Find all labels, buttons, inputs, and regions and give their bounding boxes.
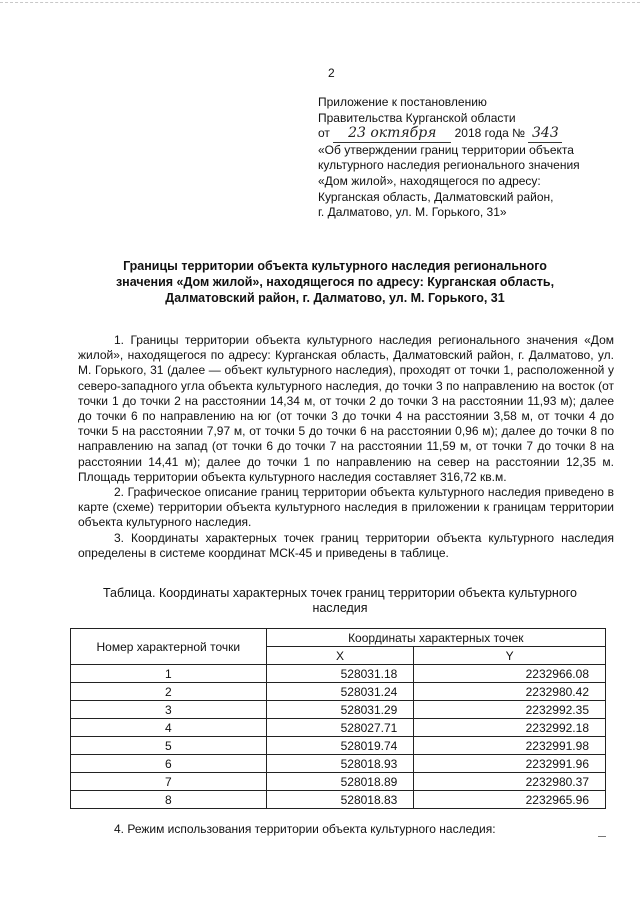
handwritten-number-field [528,126,562,143]
handwritten-date: 23 октября [348,125,437,142]
coord-x: 528031.24 [266,683,414,701]
coord-y: 2232980.37 [414,773,606,791]
point-number: 2 [71,683,267,701]
table-row [71,773,606,791]
table-row [71,719,606,737]
header-x: X [266,647,414,665]
coord-x: 528018.89 [266,773,414,791]
appendix-line-1: Приложение к постановлению [318,95,487,109]
appendix-title-line: культурного наследия регионального значения [318,158,580,173]
appendix-title-line: «Об утверждении границ территории объекта [318,142,574,157]
page-number: 2 [328,66,335,80]
heading-line: значения «Дом жилой», находящегося по адресу: Курганская область, [115,275,555,289]
date-prefix: от [318,126,330,141]
point-number: 1 [71,665,267,683]
table-row [71,737,606,755]
point-number: 5 [71,737,267,755]
heading-line: Границы территории объекта культурного наследия регионального [123,259,547,273]
coord-x: 528018.83 [266,791,414,809]
point-number: 8 [71,791,267,809]
table-caption [100,586,580,616]
table-row [71,701,606,719]
point-number: 6 [71,755,267,773]
document-heading [80,258,590,306]
paragraph-2: 2. Графическое описание границ территории объекта культурного наследия приведено в карте (схеме) территории объекта культурного наследия в приложении к границам территории объекта культурного наследия. [78,485,614,530]
header-point-number: Номер характерной точки [71,629,267,665]
handwritten-number: 343 [532,125,559,142]
coord-y: 2232992.35 [414,701,606,719]
header-y: Y [414,647,606,665]
caption-line: Таблица. Координаты характерных точек границ территории объекта культурного [102,586,578,600]
table-row [71,755,606,773]
handwritten-date-field [333,126,451,143]
coord-y: 2232980.42 [414,683,606,701]
coord-y: 2232991.98 [414,737,606,755]
body-text [78,333,614,561]
paragraph-3: 3. Координаты характерных точек границ территории объекта культурного наследия определены в системе координат МСК-45 и приведены в таблице. [78,530,614,560]
coordinates-table [70,628,606,809]
coord-x: 528031.18 [266,665,414,683]
point-number: 7 [71,773,267,791]
table-row [71,665,606,683]
section-4-heading: 4. Режим использования территории объекта культурного наследия: [114,822,496,836]
header-coordinates: Координаты характерных точек [266,629,605,647]
scan-mark [598,836,606,837]
coord-x: 528031.29 [266,701,414,719]
heading-line: Далматовский район, г. Далматово, ул. М. Горького, 31 [165,291,505,305]
paragraph-1: 1. Границы территории объекта культурного наследия регионального значения «Дом жилой», находящегося по адресу: Курганская область, Далматовский район, г. Далматово, ул. М. Горького, 31 (далее — объект культурного наследия), проходят от точки 1, расположенной у северо-западного угла объекта культурного наследия, до точки 3 по направлению на восток (от точки 1 до точки 2 на расстоянии 14,34 м, от точки 2 до точки 3 на расстоянии 11,93 м); далее до точки 6 по направлению на юг (от точки 3 до точки 4 на расстоянии 3,58 м, от точки 4 до точки 5 на расстоянии 7,97 м, от точки 5 до точки 6 на расстоянии 0,96 м); далее до точки 8 по направлению на запад (от точки 6 до точки 7 на расстоянии 11,59 м, от точки 7 до точки 8 на расстоянии 14,41 м); далее до точки 1 по направлению на север на расстоянии 12,35 м. Площадь территории объекта культурного наследия составляет 316,72 кв.м. [78,333,614,484]
coord-y: 2232992.18 [414,719,606,737]
appendix-title-line: г. Далматово, ул. М. Горького, 31» [318,205,507,220]
point-number: 3 [71,701,267,719]
appendix-title-line: Курганская область, Далматовский район, [318,189,554,204]
coord-x: 528019.74 [266,737,414,755]
point-number: 4 [71,719,267,737]
appendix-date-line [318,126,618,143]
appendix-title-line: «Дом жилой», находящегося по адресу: [318,173,541,188]
coord-y: 2232991.96 [414,755,606,773]
coord-x: 528027.71 [266,719,414,737]
caption-line: наследия [312,601,368,615]
coord-x: 528018.93 [266,755,414,773]
table-row [71,791,606,809]
coord-y: 2232965.96 [414,791,606,809]
table-row [71,683,606,701]
appendix-line-2: Правительства Курганской области [318,110,516,125]
scan-top-edge [0,2,640,3]
appendix-block [318,95,618,221]
coord-y: 2232966.08 [414,665,606,683]
year-text: 2018 года № [454,126,526,141]
